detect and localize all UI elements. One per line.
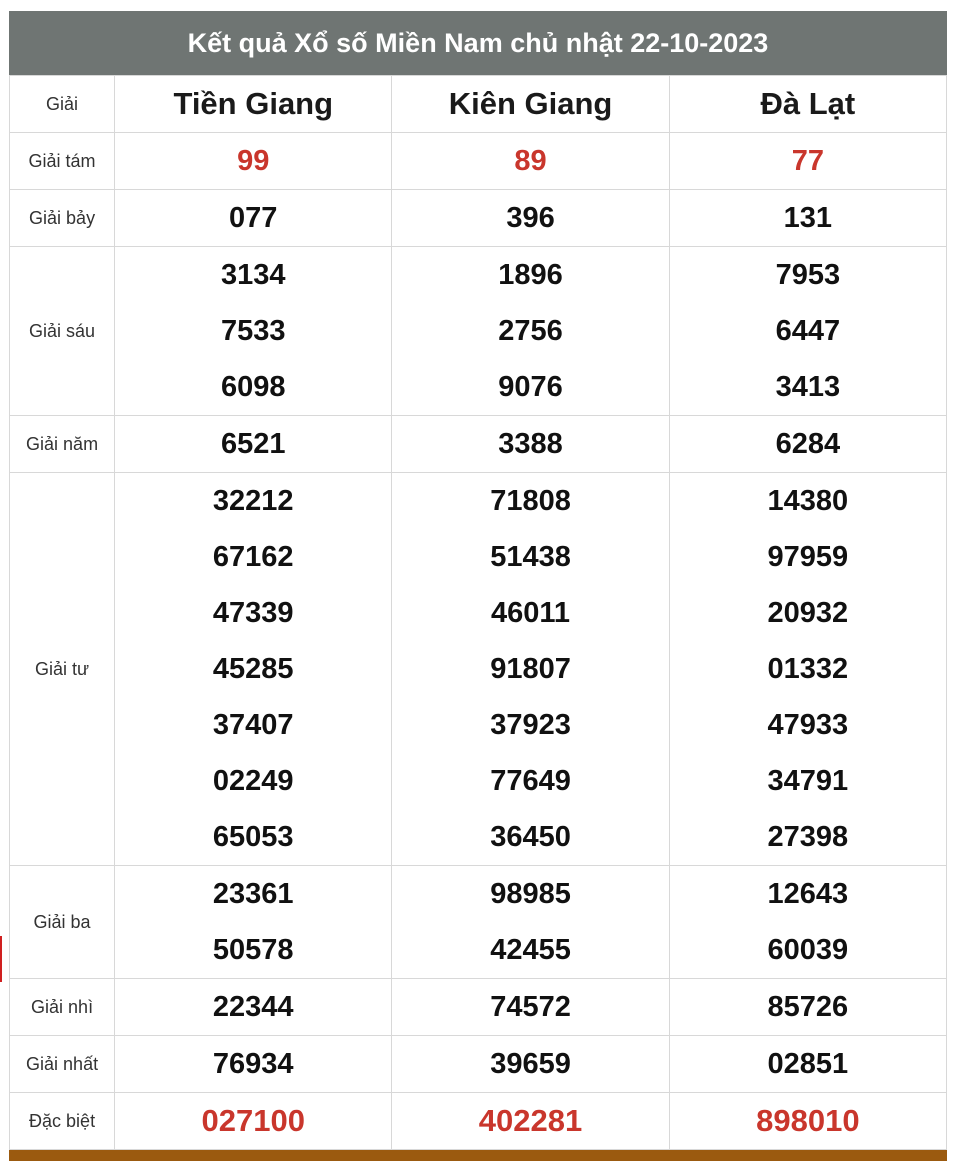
prize-label: Giải tám [28,150,96,171]
winning-number: 396 [506,202,555,234]
winning-number: 37923 [490,709,571,741]
prize-row [10,473,947,866]
winning-number: 2756 [498,315,563,347]
winning-number: 20932 [767,597,849,629]
winning-number: 47933 [767,709,849,741]
result-cell [115,190,392,247]
winning-number: 22344 [212,991,294,1023]
winning-number: 131 [783,202,833,234]
winning-number: 47339 [212,597,294,629]
special-number: 898010 [756,1103,860,1138]
prize-label-cell [10,866,115,979]
prize-row [10,416,947,473]
prize-row [10,866,947,979]
result-cell [392,247,669,416]
prize-label-cell [10,979,115,1036]
result-cell [392,190,669,247]
result-cell [669,1093,946,1150]
results-table [9,75,947,1150]
winning-number: 97959 [767,541,849,573]
prize-row [10,1093,947,1150]
prize-label-cell [10,190,115,247]
winning-number: 23361 [212,878,294,910]
winning-number: 3388 [498,428,563,460]
province-header[interactable] [115,76,392,133]
result-cell [115,1093,392,1150]
winning-number: 6521 [220,428,286,460]
result-cell [115,247,392,416]
prize-label: Giải bảy [29,207,96,228]
winning-number: 02249 [212,765,294,797]
winning-number: 9076 [498,371,563,403]
winning-number: 65053 [212,821,294,853]
result-cell [669,133,946,190]
result-cell [669,473,946,866]
result-cell [669,1036,946,1093]
winning-number: 6447 [775,315,841,347]
prize-row [10,979,947,1036]
result-cell [392,133,669,190]
result-cell [115,473,392,866]
result-cell [669,866,946,979]
winning-number: 077 [229,202,278,234]
result-cell [115,979,392,1036]
winning-number: 14380 [767,485,849,517]
winning-number: 34791 [767,765,849,797]
winning-number: 50578 [212,934,294,966]
province-header[interactable] [669,76,946,133]
winning-number: 7953 [775,259,841,291]
prize-column-header [10,76,115,133]
result-cell [392,979,669,1036]
winning-number: 85726 [767,991,849,1023]
result-cell [392,473,669,866]
special-number: 402281 [478,1103,583,1138]
result-cell [392,1036,669,1093]
winning-number: 3134 [220,259,286,291]
result-cell [392,416,669,473]
winning-number: 42455 [490,934,571,966]
results-title: Kết quả Xổ số Miền Nam chủ nhật 22-10-2023 [9,11,947,75]
prize-row [10,190,947,247]
footer-bar [9,1150,947,1161]
header-row [10,76,947,133]
winning-number: 37407 [212,709,294,741]
prize-row [10,1036,947,1093]
winning-number: 1896 [498,259,563,291]
prize-column-label: Giải [46,93,79,114]
province-name[interactable]: Tiền Giang [173,86,334,121]
winning-number: 02851 [767,1048,849,1080]
result-cell [115,133,392,190]
lottery-results [9,11,947,1161]
result-cell [669,979,946,1036]
result-cell [392,1093,669,1150]
winning-number: 91807 [490,653,571,685]
winning-number: 6098 [220,371,286,403]
prize-label: Giải sáu [29,320,96,341]
prize-label-cell [10,247,115,416]
winning-number: 7533 [220,315,286,347]
prize-label-cell [10,416,115,473]
province-name[interactable]: Kiên Giang [448,86,613,121]
winning-number: 45285 [212,653,294,685]
prize-label-cell [10,1093,115,1150]
result-cell [669,190,946,247]
prize-label-cell [10,1036,115,1093]
winning-number: 27398 [767,821,849,853]
edge-marker [0,936,2,982]
prize-label: Giải nhất [26,1053,99,1074]
winning-number: 51438 [490,541,571,573]
prize-row [10,133,947,190]
winning-number: 12643 [767,878,849,910]
result-cell [392,866,669,979]
prize-label: Đặc biệt [29,1110,96,1131]
winning-number: 67162 [212,541,294,573]
result-cell [669,416,946,473]
prize-label-cell [10,133,115,190]
winning-number: 36450 [490,821,571,853]
result-cell [115,1036,392,1093]
winning-number: 98985 [490,878,571,910]
winning-number: 77649 [490,765,571,797]
prize-label: Giải nhì [31,996,94,1017]
winning-number: 71808 [490,485,571,517]
winning-number: 01332 [767,653,849,685]
prize-row [10,247,947,416]
winning-number: 39659 [490,1048,571,1080]
prize-label: Giải tư [35,658,90,679]
winning-number: 99 [237,145,270,177]
prize-label: Giải năm [26,433,99,454]
province-name[interactable]: Đà Lạt [760,86,856,121]
winning-number: 32212 [212,485,294,517]
prize-label: Giải ba [33,911,91,932]
winning-number: 6284 [775,428,841,460]
winning-number: 89 [514,145,547,177]
province-header[interactable] [392,76,669,133]
winning-number: 76934 [212,1048,294,1080]
winning-number: 46011 [491,597,571,629]
prize-label-cell [10,473,115,866]
winning-number: 77 [791,145,824,177]
winning-number: 74572 [490,991,571,1023]
special-number: 027100 [201,1103,305,1138]
winning-number: 3413 [775,371,841,403]
result-cell [669,247,946,416]
result-cell [115,416,392,473]
winning-number: 60039 [767,934,849,966]
result-cell [115,866,392,979]
